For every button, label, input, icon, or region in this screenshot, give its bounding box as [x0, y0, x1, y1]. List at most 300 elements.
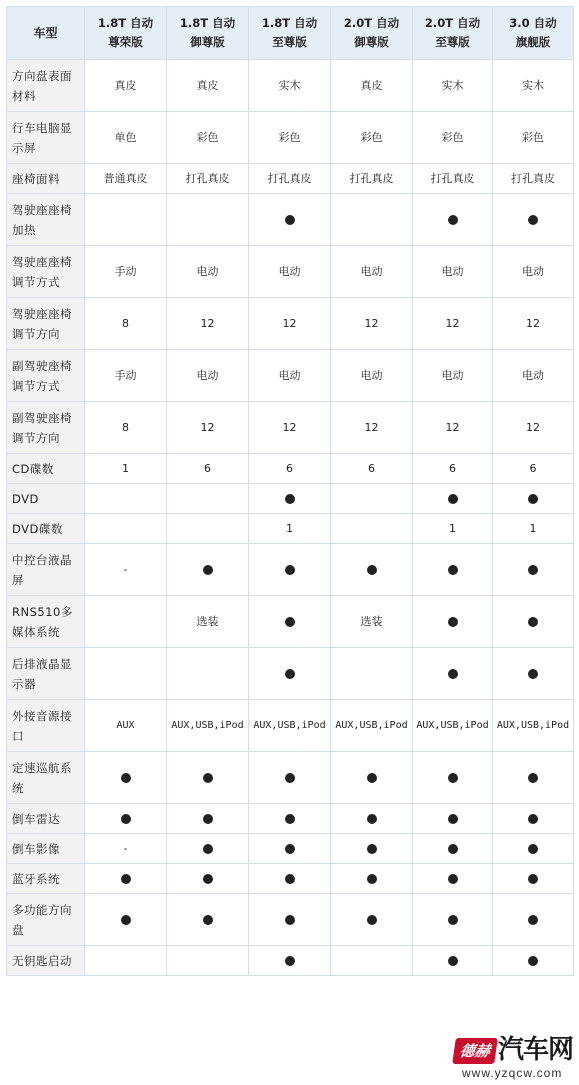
row-label: 方向盘表面材料	[7, 60, 85, 112]
row-label: 倒车影像	[7, 834, 85, 864]
table-cell	[413, 544, 493, 596]
standard-dot-icon	[285, 215, 295, 225]
cell-value: 电动	[278, 264, 301, 278]
table-row	[7, 112, 574, 164]
row-label: 驾驶座座椅调节方向	[7, 298, 85, 350]
cell-value: 1	[122, 461, 129, 475]
row-label: 中控台液晶屏	[7, 544, 85, 596]
header-row	[7, 7, 574, 60]
table-cell	[331, 350, 413, 402]
table-cell	[331, 454, 413, 484]
table-cell	[167, 648, 249, 700]
table-cell	[249, 402, 331, 454]
table-cell	[167, 298, 249, 350]
table-row	[7, 946, 574, 976]
table-row	[7, 350, 574, 402]
standard-dot-icon	[528, 494, 538, 504]
cell-value: 真皮	[360, 78, 383, 92]
table-cell	[85, 112, 167, 164]
model-trim: 尊荣版	[108, 35, 143, 49]
table-cell	[167, 700, 249, 752]
table-cell	[85, 752, 167, 804]
standard-dot-icon	[448, 565, 458, 575]
model-trim: 至尊版	[272, 35, 307, 49]
standard-dot-icon	[528, 874, 538, 884]
table-cell	[331, 834, 413, 864]
table-cell	[249, 946, 331, 976]
table-cell	[249, 894, 331, 946]
watermark-url: www.yzqcw.com	[462, 1066, 563, 1080]
standard-dot-icon	[448, 773, 458, 783]
cell-value: AUX	[116, 720, 135, 731]
table-cell	[493, 752, 574, 804]
table-cell	[167, 112, 249, 164]
standard-dot-icon	[367, 565, 377, 575]
table-cell	[413, 484, 493, 514]
cell-value: 打孔真皮	[430, 171, 475, 185]
table-cell	[167, 544, 249, 596]
table-cell	[413, 596, 493, 648]
cell-value: 12	[200, 316, 215, 330]
table-cell	[249, 350, 331, 402]
table-row	[7, 864, 574, 894]
cell-value: 选装	[196, 614, 219, 628]
standard-dot-icon	[121, 814, 131, 824]
cell-value: 真皮	[114, 78, 137, 92]
table-row	[7, 246, 574, 298]
table-cell	[493, 402, 574, 454]
standard-dot-icon	[528, 773, 538, 783]
cell-value: 实木	[522, 78, 544, 92]
cell-value: AUX,USB,iPod	[253, 720, 326, 731]
table-cell	[413, 402, 493, 454]
row-label: 副驾驶座椅调节方向	[7, 402, 85, 454]
table-row	[7, 164, 574, 194]
table-cell	[493, 112, 574, 164]
cell-value: 打孔真皮	[185, 171, 230, 185]
table-cell	[331, 402, 413, 454]
standard-dot-icon	[203, 915, 213, 925]
cell-value: 电动	[441, 264, 464, 278]
standard-dot-icon	[528, 565, 538, 575]
standard-dot-icon	[203, 773, 213, 783]
model-header-2	[167, 7, 249, 60]
row-label: 外接音源接口	[7, 700, 85, 752]
cell-value: 单色	[114, 130, 137, 144]
cell-value: 12	[364, 420, 379, 434]
table-cell	[167, 834, 249, 864]
table-cell	[167, 164, 249, 194]
row-label: 驾驶座座椅加热	[7, 194, 85, 246]
standard-dot-icon	[285, 617, 295, 627]
cell-value: 12	[445, 316, 460, 330]
table-cell	[493, 246, 574, 298]
cell-value: 电动	[522, 264, 544, 278]
table-row	[7, 194, 574, 246]
table-cell	[413, 350, 493, 402]
table-cell	[493, 60, 574, 112]
standard-dot-icon	[448, 215, 458, 225]
row-label: 行车电脑显示屏	[7, 112, 85, 164]
cell-value: 电动	[360, 264, 383, 278]
table-cell	[167, 246, 249, 298]
table-cell	[85, 60, 167, 112]
cell-value: 普通真皮	[103, 171, 148, 185]
cell-value: -	[123, 562, 128, 576]
model-header-1	[85, 7, 167, 60]
table-cell	[167, 350, 249, 402]
table-cell	[493, 894, 574, 946]
row-label: 多功能方向盘	[7, 894, 85, 946]
table-cell	[85, 834, 167, 864]
table-cell	[493, 864, 574, 894]
cell-value: 彩色	[196, 130, 219, 144]
standard-dot-icon	[367, 773, 377, 783]
table-row	[7, 298, 574, 350]
standard-dot-icon	[448, 956, 458, 966]
header-label: 车型	[7, 7, 85, 60]
table-cell	[249, 834, 331, 864]
standard-dot-icon	[285, 669, 295, 679]
table-cell	[167, 484, 249, 514]
watermark-logo	[452, 1038, 498, 1064]
cell-value: 彩色	[441, 130, 464, 144]
table-cell	[331, 484, 413, 514]
table-cell	[249, 454, 331, 484]
watermark-logo-text: 德赫	[458, 1042, 492, 1060]
table-cell	[249, 544, 331, 596]
cell-value: 8	[122, 420, 129, 434]
table-cell	[413, 946, 493, 976]
standard-dot-icon	[448, 915, 458, 925]
cell-value: 6	[449, 461, 456, 475]
model-engine: 2.0T 自动	[343, 16, 400, 30]
table-cell	[331, 514, 413, 544]
table-cell	[85, 946, 167, 976]
standard-dot-icon	[528, 669, 538, 679]
model-trim: 御尊版	[354, 35, 389, 49]
model-header-5	[413, 7, 493, 60]
table-cell	[493, 596, 574, 648]
standard-dot-icon	[367, 915, 377, 925]
standard-dot-icon	[121, 874, 131, 884]
table-row	[7, 484, 574, 514]
cell-value: 实木	[441, 78, 464, 92]
table-cell	[493, 164, 574, 194]
table-cell	[167, 60, 249, 112]
row-label: 蓝牙系统	[7, 864, 85, 894]
cell-value: -	[123, 841, 128, 855]
cell-value: 12	[282, 316, 297, 330]
watermark	[448, 1026, 576, 1082]
table-cell	[331, 648, 413, 700]
table-cell	[167, 946, 249, 976]
cell-value: 12	[282, 420, 297, 434]
table-cell	[413, 752, 493, 804]
table-row	[7, 804, 574, 834]
model-trim: 御尊版	[190, 35, 225, 49]
standard-dot-icon	[285, 844, 295, 854]
table-cell	[249, 298, 331, 350]
table-cell	[331, 804, 413, 834]
table-row	[7, 700, 574, 752]
table-cell	[413, 514, 493, 544]
table-cell	[493, 544, 574, 596]
standard-dot-icon	[528, 844, 538, 854]
table-cell	[249, 246, 331, 298]
row-label: 无钥匙启动	[7, 946, 85, 976]
model-trim: 至尊版	[435, 35, 470, 49]
table-cell	[493, 194, 574, 246]
standard-dot-icon	[367, 874, 377, 884]
watermark-site-name: 汽车网	[498, 1034, 574, 1064]
model-header-4	[331, 7, 413, 60]
cell-value: 彩色	[278, 130, 301, 144]
table-cell	[85, 894, 167, 946]
table-cell	[85, 194, 167, 246]
standard-dot-icon	[528, 215, 538, 225]
table-row	[7, 834, 574, 864]
table-cell	[249, 648, 331, 700]
table-cell	[249, 596, 331, 648]
table-cell	[331, 864, 413, 894]
table-cell	[85, 164, 167, 194]
cell-value: 6	[529, 461, 537, 475]
standard-dot-icon	[528, 956, 538, 966]
cell-value: 打孔真皮	[511, 171, 555, 185]
table-row	[7, 752, 574, 804]
standard-dot-icon	[528, 814, 538, 824]
table-cell	[249, 60, 331, 112]
row-label: 定速巡航系统	[7, 752, 85, 804]
cell-value: 电动	[522, 368, 544, 382]
table-cell	[331, 752, 413, 804]
cell-value: 12	[445, 420, 460, 434]
table-cell	[331, 700, 413, 752]
cell-value: AUX,USB,iPod	[335, 720, 408, 731]
row-label: 后排液晶显示器	[7, 648, 85, 700]
table-cell	[85, 298, 167, 350]
table-cell	[85, 864, 167, 894]
model-engine: 2.0T 自动	[424, 16, 481, 30]
cell-value: 彩色	[522, 130, 544, 144]
table-cell	[493, 514, 574, 544]
cell-value: AUX,USB,iPod	[496, 720, 570, 731]
table-cell	[493, 484, 574, 514]
table-cell	[249, 514, 331, 544]
standard-dot-icon	[448, 814, 458, 824]
table-cell	[85, 402, 167, 454]
model-engine: 1.8T 自动	[179, 16, 236, 30]
cell-value: 6	[286, 461, 293, 475]
model-header-6	[493, 7, 574, 60]
table-cell	[249, 484, 331, 514]
table-cell	[249, 864, 331, 894]
standard-dot-icon	[448, 844, 458, 854]
standard-dot-icon	[367, 814, 377, 824]
table-cell	[331, 60, 413, 112]
standard-dot-icon	[285, 494, 295, 504]
cell-value: 12	[526, 316, 540, 330]
standard-dot-icon	[285, 956, 295, 966]
table-cell	[413, 804, 493, 834]
table-cell	[331, 946, 413, 976]
table-cell	[85, 484, 167, 514]
table-cell	[413, 246, 493, 298]
table-cell	[167, 864, 249, 894]
standard-dot-icon	[121, 773, 131, 783]
table-cell	[413, 834, 493, 864]
cell-value: 12	[200, 420, 215, 434]
table-cell	[85, 648, 167, 700]
cell-value: AUX,USB,iPod	[171, 720, 244, 731]
table-cell	[331, 246, 413, 298]
table-cell	[249, 194, 331, 246]
row-label: 驾驶座座椅调节方式	[7, 246, 85, 298]
standard-dot-icon	[203, 565, 213, 575]
cell-value: 8	[122, 316, 129, 330]
table-cell	[413, 864, 493, 894]
table-cell	[413, 454, 493, 484]
row-label: CD碟数	[7, 454, 85, 484]
cell-value: 12	[364, 316, 379, 330]
model-trim: 旗舰版	[515, 35, 551, 49]
table-cell	[85, 350, 167, 402]
table-cell	[493, 946, 574, 976]
model-engine: 1.8T 自动	[97, 16, 154, 30]
standard-dot-icon	[448, 669, 458, 679]
table-cell	[493, 298, 574, 350]
standard-dot-icon	[528, 915, 538, 925]
table-cell	[167, 752, 249, 804]
cell-value: 彩色	[360, 130, 383, 144]
table-cell	[249, 804, 331, 834]
standard-dot-icon	[367, 844, 377, 854]
table-cell	[167, 402, 249, 454]
standard-dot-icon	[285, 874, 295, 884]
table-cell	[167, 514, 249, 544]
table-row	[7, 596, 574, 648]
table-body	[7, 60, 574, 976]
table-cell	[85, 454, 167, 484]
table-cell	[249, 752, 331, 804]
table-cell	[167, 804, 249, 834]
standard-dot-icon	[203, 814, 213, 824]
row-label: DVD碟数	[7, 514, 85, 544]
table-cell	[85, 246, 167, 298]
table-cell	[249, 164, 331, 194]
cell-value: 1	[529, 521, 537, 535]
table-cell	[493, 350, 574, 402]
table-cell	[331, 298, 413, 350]
table-cell	[413, 164, 493, 194]
table-cell	[85, 596, 167, 648]
row-label: 副驾驶座椅调节方式	[7, 350, 85, 402]
cell-value: 电动	[196, 368, 219, 382]
table-cell	[331, 112, 413, 164]
table-cell	[493, 648, 574, 700]
standard-dot-icon	[528, 617, 538, 627]
cell-value: 6	[204, 461, 211, 475]
standard-dot-icon	[285, 814, 295, 824]
table-cell	[413, 648, 493, 700]
table-row	[7, 544, 574, 596]
standard-dot-icon	[121, 915, 131, 925]
table-cell	[413, 894, 493, 946]
model-header-3	[249, 7, 331, 60]
cell-value: 打孔真皮	[349, 171, 394, 185]
cell-value: 电动	[441, 368, 464, 382]
table-cell	[167, 194, 249, 246]
table-cell	[249, 700, 331, 752]
standard-dot-icon	[448, 874, 458, 884]
cell-value: 手动	[114, 368, 137, 382]
cell-value: AUX,USB,iPod	[416, 720, 489, 731]
table-row	[7, 60, 574, 112]
table-cell	[413, 194, 493, 246]
standard-dot-icon	[203, 844, 213, 854]
cell-value: 12	[526, 420, 540, 434]
spec-table	[6, 6, 574, 976]
table-cell	[493, 804, 574, 834]
table-cell	[413, 60, 493, 112]
row-label: DVD	[7, 484, 85, 514]
table-cell	[167, 454, 249, 484]
model-engine: 1.8T 自动	[261, 16, 318, 30]
table-cell	[85, 514, 167, 544]
table-cell	[249, 112, 331, 164]
standard-dot-icon	[285, 565, 295, 575]
table-row	[7, 648, 574, 700]
cell-value: 电动	[278, 368, 301, 382]
cell-value: 选装	[360, 614, 383, 628]
cell-value: 6	[368, 461, 375, 475]
cell-value: 真皮	[196, 78, 219, 92]
cell-value: 1	[449, 521, 456, 535]
table-cell	[331, 894, 413, 946]
table-row	[7, 454, 574, 484]
cell-value: 电动	[360, 368, 383, 382]
row-label: RNS510多媒体系统	[7, 596, 85, 648]
table-cell	[413, 298, 493, 350]
table-cell	[167, 894, 249, 946]
table-cell	[85, 544, 167, 596]
table-cell	[331, 194, 413, 246]
standard-dot-icon	[448, 617, 458, 627]
table-cell	[413, 700, 493, 752]
table-cell	[85, 700, 167, 752]
standard-dot-icon	[285, 773, 295, 783]
table-cell	[167, 596, 249, 648]
cell-value: 电动	[196, 264, 219, 278]
table-cell	[331, 164, 413, 194]
table-row	[7, 514, 574, 544]
standard-dot-icon	[448, 494, 458, 504]
table-cell	[493, 834, 574, 864]
table-cell	[493, 454, 574, 484]
table-cell	[413, 112, 493, 164]
table-cell	[493, 700, 574, 752]
standard-dot-icon	[285, 915, 295, 925]
table-cell	[331, 544, 413, 596]
table-cell	[85, 804, 167, 834]
table-row	[7, 894, 574, 946]
cell-value: 实木	[278, 78, 301, 92]
row-label: 座椅面料	[7, 164, 85, 194]
standard-dot-icon	[203, 874, 213, 884]
cell-value: 打孔真皮	[267, 171, 312, 185]
model-engine: 3.0 自动	[509, 16, 557, 30]
